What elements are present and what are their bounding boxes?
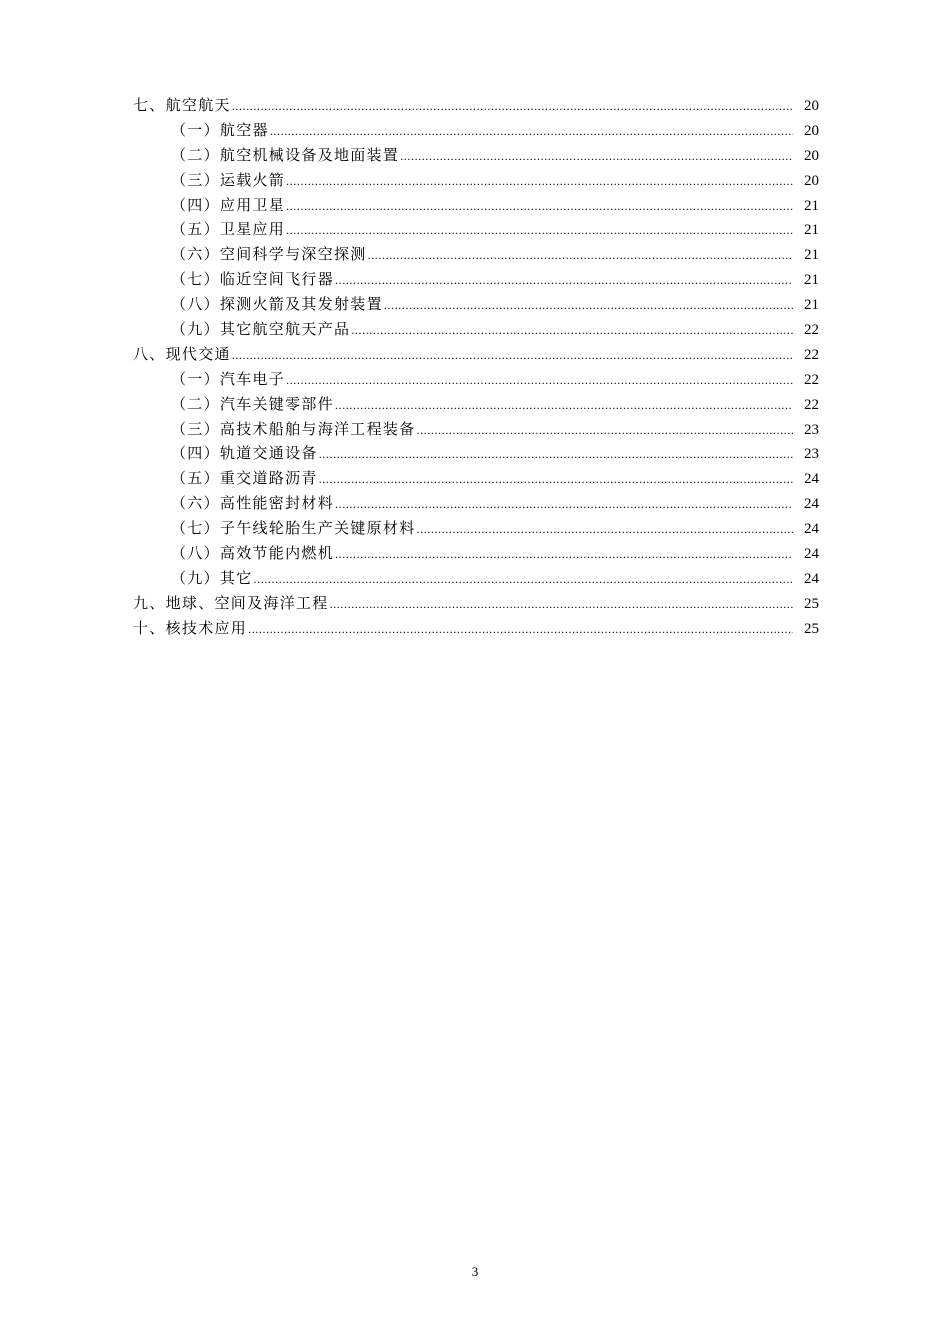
toc-entry-page: 21 (804, 247, 819, 264)
toc-subsection-entry[interactable] (133, 242, 819, 267)
toc-section-entry[interactable] (133, 93, 819, 118)
toc-subsection-entry[interactable] (133, 466, 819, 491)
dot-leader (417, 517, 793, 542)
toc-entry-page: 24 (804, 496, 819, 513)
toc-entry-page: 20 (804, 147, 819, 164)
toc-entry-page: 23 (804, 446, 819, 463)
dot-leader (351, 318, 793, 343)
toc-entry-title: （五）重交道路沥青 (171, 469, 318, 488)
toc-entry-title: （四）应用卫星 (171, 195, 286, 214)
dot-leader (319, 442, 793, 467)
toc-entry-title: （一）航空器 (171, 120, 269, 139)
dot-leader (286, 368, 793, 393)
toc-entry-title: （一）汽车电子 (171, 369, 286, 388)
dot-leader (400, 144, 793, 169)
toc-entry-title: （九）其它 (171, 568, 253, 587)
toc-subsection-entry[interactable] (133, 292, 819, 317)
toc-entry-page: 24 (804, 521, 819, 538)
dot-leader (232, 94, 793, 119)
toc-entry-page: 21 (804, 297, 819, 314)
toc-entry-title: （九）其它航空航天产品 (171, 320, 351, 339)
toc-entry-page: 23 (804, 421, 819, 438)
toc-entry-page: 22 (804, 322, 819, 339)
toc-entry-title: （五）卫星应用 (171, 220, 286, 239)
dot-leader (319, 467, 793, 492)
toc-subsection-entry[interactable] (133, 367, 819, 392)
toc-subsection-entry[interactable] (133, 317, 819, 342)
toc-subsection-entry[interactable] (133, 541, 819, 566)
toc-entry-title: （七）子午线轮胎生产关键原材料 (171, 519, 416, 538)
toc-entry-page: 20 (804, 98, 819, 114)
toc-subsection-entry[interactable] (133, 168, 819, 193)
toc-section-entry[interactable] (133, 342, 819, 367)
dot-leader (232, 343, 793, 368)
dot-leader (368, 243, 793, 268)
dot-leader (335, 393, 793, 418)
toc-entry-page: 24 (804, 546, 819, 563)
dot-leader (286, 218, 793, 243)
toc-subsection-entry[interactable] (133, 267, 819, 292)
dot-leader (270, 119, 793, 144)
toc-entry-page: 22 (804, 396, 819, 413)
toc-subsection-entry[interactable] (133, 193, 819, 218)
dot-leader (330, 592, 793, 617)
toc-entry-title: （二）航空机械设备及地面装置 (171, 145, 400, 164)
toc-entry-page: 20 (804, 172, 819, 189)
toc-entry-title: （八）探测火箭及其发射装置 (171, 295, 383, 314)
toc-entry-page: 24 (804, 471, 819, 488)
dot-leader (417, 418, 793, 443)
toc-entry-title: 九、地球、空间及海洋工程 (133, 593, 329, 612)
page-number: 3 (471, 1264, 479, 1279)
toc-entry-page: 21 (804, 272, 819, 289)
toc-subsection-entry[interactable] (133, 143, 819, 168)
toc-entry-title: 七、航空航天 (133, 96, 231, 114)
toc-entry-page: 21 (804, 222, 819, 239)
dot-leader (335, 492, 793, 517)
dot-leader (286, 194, 793, 219)
toc-subsection-entry[interactable] (133, 516, 819, 541)
toc-subsection-entry[interactable] (133, 392, 819, 417)
dot-leader (248, 617, 793, 642)
toc-entry-title: （七）临近空间飞行器 (171, 270, 335, 289)
toc-entry-page: 22 (804, 371, 819, 388)
dot-leader (254, 567, 793, 592)
table-of-contents (133, 93, 819, 641)
toc-entry-title: （二）汽车关键零部件 (171, 394, 335, 413)
toc-section-entry[interactable] (133, 616, 819, 641)
toc-subsection-entry[interactable] (133, 118, 819, 143)
toc-entry-title: 十、核技术应用 (133, 618, 248, 637)
toc-entry-page: 20 (804, 122, 819, 139)
toc-entry-page: 24 (804, 570, 819, 587)
toc-subsection-entry[interactable] (133, 566, 819, 591)
toc-entry-title: 八、现代交通 (133, 344, 231, 363)
toc-entry-title: （六）高性能密封材料 (171, 494, 335, 513)
toc-entry-title: （八）高效节能内燃机 (171, 544, 335, 563)
dot-leader (384, 293, 793, 318)
toc-entry-title: （六）空间科学与深空探测 (171, 245, 367, 264)
toc-section-entry[interactable] (133, 591, 819, 616)
toc-entry-title: （三）运载火箭 (171, 170, 286, 189)
toc-subsection-entry[interactable] (133, 217, 819, 242)
toc-subsection-entry[interactable] (133, 491, 819, 516)
toc-subsection-entry[interactable] (133, 417, 819, 442)
toc-entry-title: （三）高技术船舶与海洋工程装备 (171, 419, 416, 438)
toc-entry-page: 21 (804, 197, 819, 214)
toc-entry-title: （四）轨道交通设备 (171, 444, 318, 463)
dot-leader (286, 169, 793, 194)
toc-entry-page: 22 (804, 346, 819, 363)
dot-leader (335, 268, 793, 293)
dot-leader (335, 542, 793, 567)
toc-entry-page: 25 (804, 595, 819, 612)
toc-subsection-entry[interactable] (133, 441, 819, 466)
toc-entry-page: 25 (804, 620, 819, 637)
